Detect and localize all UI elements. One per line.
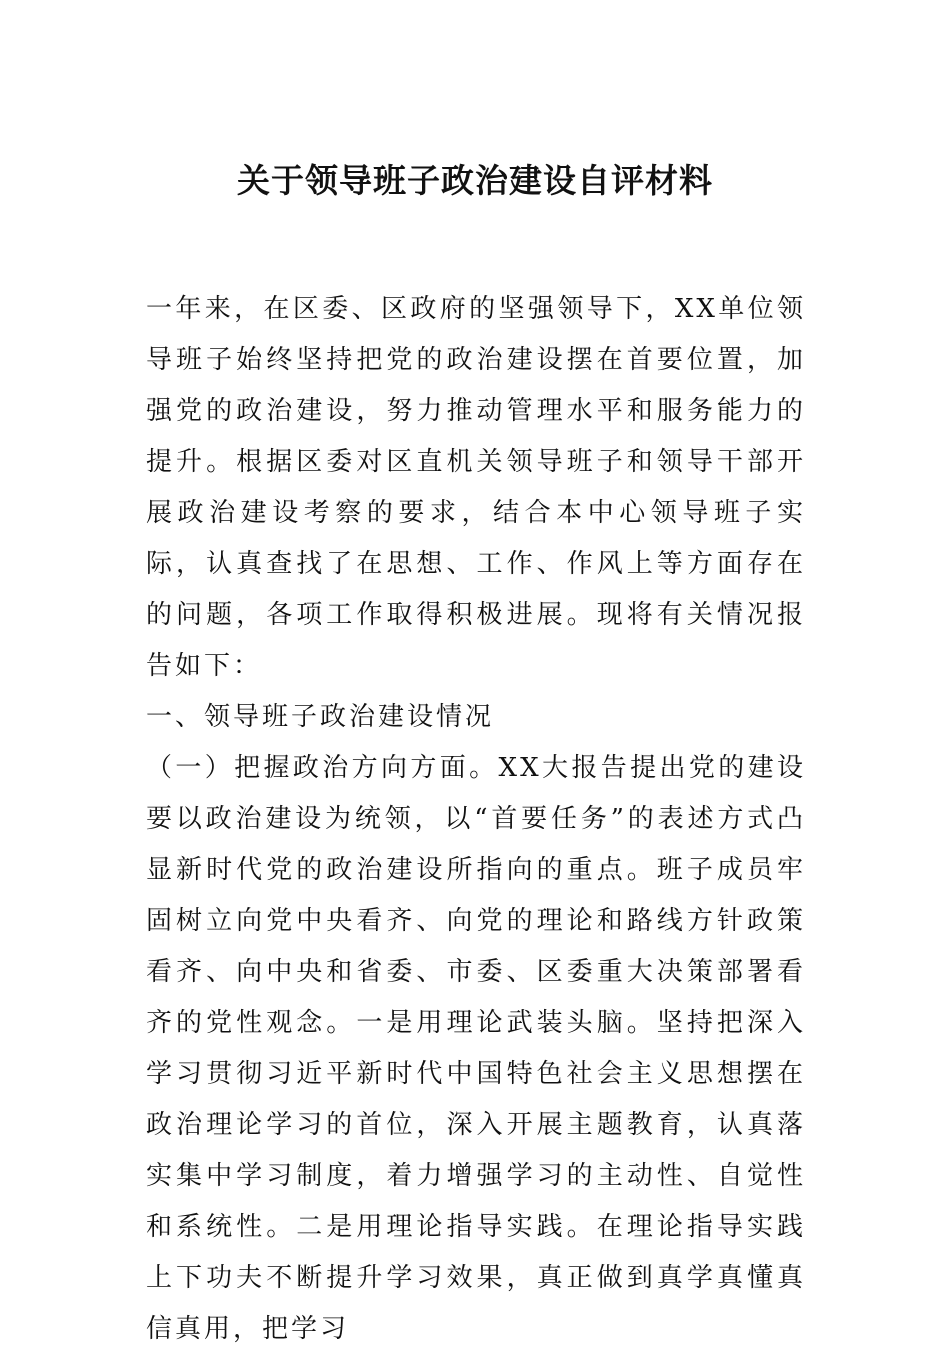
document-title: 关于领导班子政治建设自评材料: [237, 161, 713, 200]
paragraph-intro: 一年来，在区委、区政府的坚强领导下，XX单位领导班子始终坚持把党的政治建设摆在首要位置，加强党的政治建设，努力推动管理水平和服务能力的提升。根据区委对区直机关领导班子和领导干部开展政治建设考察的要求，结合本中心领导班子实际，认真查找了在思想、工作、作风上等方面存在的问题，各项工作取得积极进展。现将有关情况报告如下：: [146, 294, 806, 681]
section-heading-1: 一、领导班子政治建设情况: [146, 702, 495, 732]
document-body: [146, 284, 806, 1355]
paragraph-political-direction: （一）把握政治方向方面。XX大报告提出党的建设要以政治建设为统领，以“首要任务”的表述方式凸显新时代党的政治建设所指向的重点。班子成员牢固树立向党中央看齐、向党的理论和路线方针政策看齐、向中央和省委、市委、区委重大决策部署看齐的党性观念。一是用理论武装头脑。坚持把深入学习贯彻习近平新时代中国特色社会主义思想摆在政治理论学习的首位，深入开展主题教育，认真落实集中学习制度，着力增强学习的主动性、自觉性和系统性。二是用理论指导实践。在理论指导实践上下功夫不断提升学习效果，真正做到真学真懂真信真用，把学习: [146, 753, 806, 1344]
